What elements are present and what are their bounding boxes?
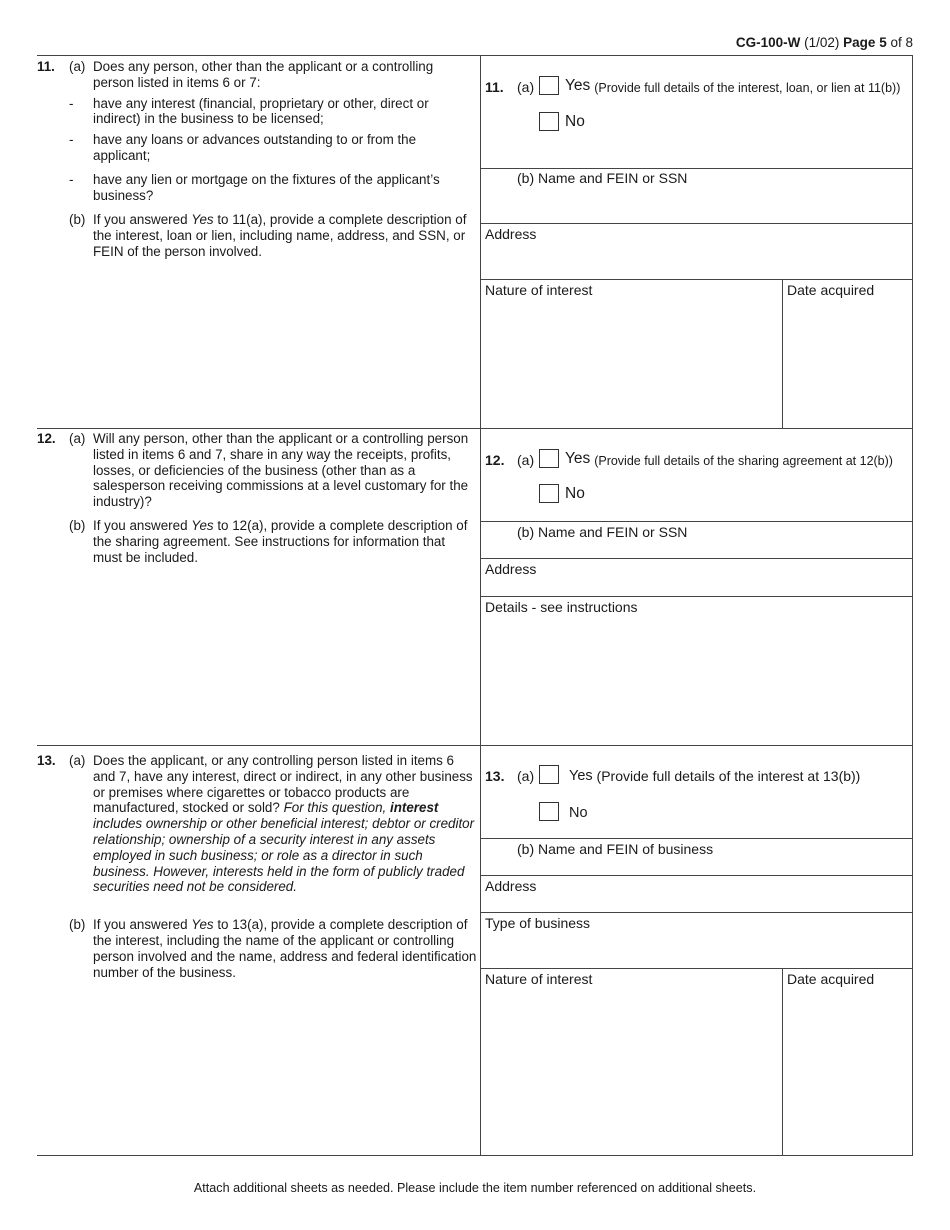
q12-name-field[interactable]: (b) Name and FEIN or SSN — [517, 524, 688, 540]
q11-no-checkbox[interactable] — [539, 112, 559, 131]
top-rule — [37, 55, 913, 56]
field-divider — [480, 838, 913, 839]
question-number: 11. — [37, 59, 55, 74]
field-divider — [480, 279, 913, 280]
bottom-rule — [37, 1155, 913, 1156]
q12-yes-checkbox[interactable] — [539, 449, 559, 468]
question-text: Does the applicant, or any controlling person listed in items 6 and 7, have any interest, direct or indirect, in any other business or premises where cigarettes or tobacco products are manufactured, stocked or sold? For this question, interest includes ownership or other beneficial interest; debtor or creditor relationship; ownership of a security interest in any assets employed in such business; or role as a director in such business. However, interests held in the form of publicly traded securities need not be considered. — [93, 753, 475, 895]
field-divider — [480, 558, 913, 559]
field-divider — [480, 596, 913, 597]
question-text: If you answered Yes to 12(a), provide a complete description of the sharing agreement. See instructions for information that must be included. — [93, 517, 468, 565]
q13-date-field[interactable]: Date acquired — [787, 971, 875, 987]
field-divider — [480, 912, 913, 913]
q13-type-field[interactable]: Type of business — [485, 915, 591, 931]
field-divider — [480, 521, 913, 522]
q13-address-field[interactable]: Address — [485, 878, 537, 894]
question-number: 12. — [37, 431, 56, 446]
bullet-item: have any interest (financial, proprietary or other, direct or indirect) in the business to be licensed; — [93, 95, 429, 127]
q13-nature-field[interactable]: Nature of interest — [485, 971, 593, 987]
footer-note: Attach additional sheets as needed. Please include the item number referenced on additional sheets. — [193, 1181, 757, 1195]
form-header — [736, 35, 913, 50]
bullet-item: have any lien or mortgage on the fixtures of the applicant’s business? — [93, 171, 440, 203]
q11-yes-checkbox[interactable] — [539, 76, 559, 95]
section-divider — [37, 745, 913, 746]
q11-address-field[interactable]: Address — [485, 226, 537, 242]
q13-no-checkbox[interactable] — [539, 802, 559, 821]
question-13: 13. (a) Does the applicant, or any controlling person listed in items 6 and 7, have any interest, direct or indirect, in any other business or premises where cigarettes or tobacco products are manufactured, stocked or sold? For this question, interest includes ownership or other beneficial interest; debtor or creditor relationship; ownership of a security interest in any assets employed in such business; or role as a director in such business. However, interests held in the form of publicly traded securities need not be considered. (b) If you answered Yes to 13(a), provide a complete description of the interest, including the name of the applicant or controlling person involved and the name, address and federal identification number of the business. — [37, 753, 477, 980]
field-divider — [480, 875, 913, 876]
field-divider — [782, 968, 783, 1155]
field-divider — [782, 279, 783, 428]
right-border — [912, 55, 913, 1155]
field-divider — [480, 168, 913, 169]
field-divider — [480, 968, 913, 969]
q11-nature-field[interactable]: Nature of interest — [485, 282, 593, 298]
q12-address-field[interactable]: Address — [485, 561, 537, 577]
q13-name-field[interactable]: (b) Name and FEIN of business — [517, 841, 714, 857]
q12-yes-row: 12. (a) Yes (Provide full details of the sharing agreement at 12(b)) — [485, 450, 893, 468]
center-divider — [480, 55, 481, 1155]
question-text: If you answered Yes to 11(a), provide a complete description of the interest, loan or lien, including name, address, and SSN, or FEIN of the person involved. — [93, 212, 467, 259]
q13-yes-row: 13. (a) Yes (Provide full details of the interest at 13(b)) — [485, 765, 860, 784]
q11-date-field[interactable]: Date acquired — [787, 282, 875, 298]
question-12: 12. (a) Will any person, other than the applicant or a controlling person listed in items 6 and 7, share in any way the receipts, profits, losses, or deficiencies of the business (other than as a salesperson receiving commissions at a level customary for the industry)? (b) If you answered Yes to 12(a), provide a complete description of the sharing agreement. See instructions for information that must be included. — [37, 431, 477, 565]
q11-no-row: No — [539, 112, 585, 131]
page-of: of 8 — [890, 35, 913, 50]
question-number: 13. — [37, 753, 56, 768]
question-text: Will any person, other than the applicant or a controlling person listed in items 6 and 7, share in any way the receipts, profits, losses, or deficiencies of the business (other than as a salesperson receiving commissions at a level customary for the industry)? — [93, 431, 469, 510]
field-divider — [480, 223, 913, 224]
bullet-item: have any loans or advances outstanding to or from the applicant; — [93, 132, 417, 163]
page-label: Page 5 — [843, 35, 887, 50]
q13-yes-checkbox[interactable] — [539, 765, 559, 784]
q12-details-field[interactable]: Details - see instructions — [485, 599, 638, 615]
question-text: Does any person, other than the applicant or a controlling person listed in items 6 or 7: — [93, 59, 434, 90]
question-11: 11. (a) Does any person, other than the applicant or a controlling person listed in items 6 or 7: - have any interest (financial, proprietary or other, direct or indirect) in the business to be licensed; - have any loans or advances outstanding to or from the applicant; - have any lien or mortgage on the fixtures of the applicant’s business? (b) If you answered Yes to 11(a), provide a complete description of the interest, loan or lien, including name, address, and SSN, or FEIN of the person involved. — [37, 59, 477, 260]
question-text: If you answered Yes to 13(a), provide a complete description of the interest, including the name of the applicant or controlling person involved and the name, address and federal identification number of the business. — [93, 917, 477, 980]
section-divider — [37, 428, 913, 429]
q12-no-checkbox[interactable] — [539, 484, 559, 503]
q12-no-row: No — [539, 484, 585, 503]
q11-yes-row: 11. (a) Yes (Provide full details of the interest, loan, or lien at 11(b)) — [485, 77, 901, 95]
q13-no-row: No — [539, 802, 588, 821]
form-rev: (1/02) — [804, 35, 840, 50]
q11-name-field[interactable]: (b) Name and FEIN or SSN — [517, 170, 688, 186]
form-id: CG-100-W — [735, 35, 801, 50]
